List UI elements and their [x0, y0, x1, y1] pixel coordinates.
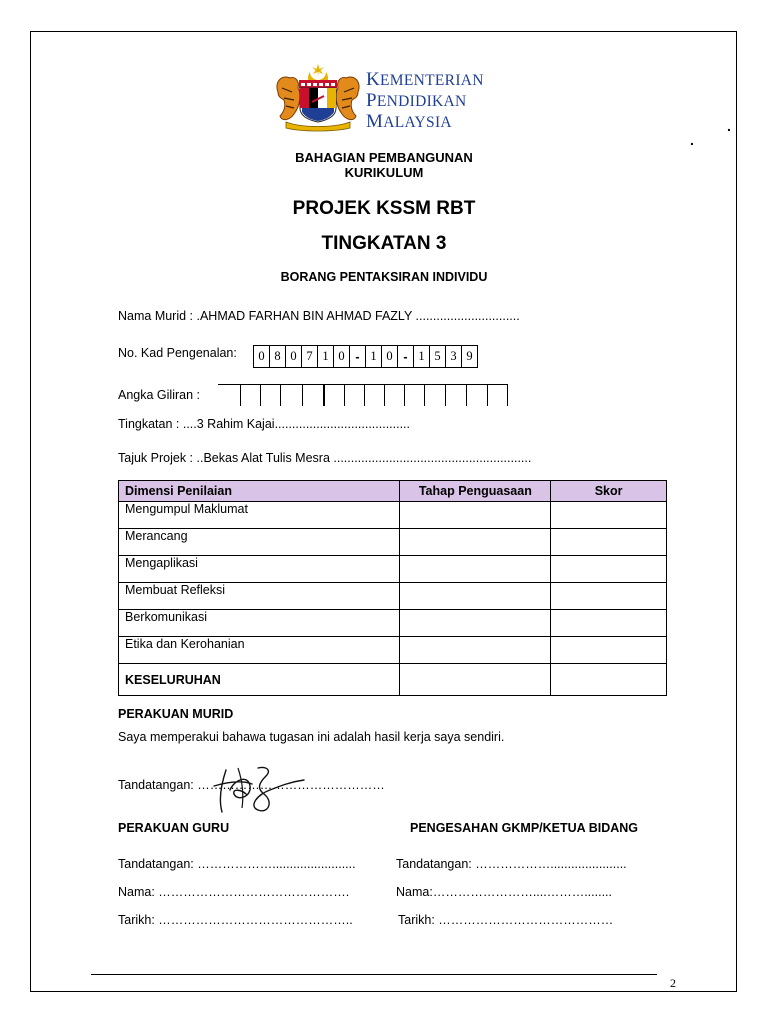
score-cell[interactable]: [551, 610, 667, 637]
ic-digit: 9: [461, 345, 478, 368]
ic-separator: -: [397, 345, 414, 368]
ic-digit: 3: [445, 345, 462, 368]
form-class-field[interactable]: Tingkatan : ....3 Rahim Kajai.......................................: [118, 417, 411, 431]
project-title: PROJEK KSSM RBT: [292, 198, 476, 219]
ic-digit: 5: [429, 345, 446, 368]
level-title: TINGKATAN 3: [321, 233, 447, 254]
assessment-table: [118, 480, 667, 696]
score-total-cell[interactable]: [551, 664, 667, 696]
division-title: BAHAGIAN PEMBANGUNAN KURIKULUM: [295, 150, 473, 180]
declaration-statement: Saya memperakui bahawa tugasan ini adalah hasil kerja saya sendiri.: [118, 730, 505, 744]
stray-dot: .: [727, 118, 731, 134]
page-number: 2: [670, 976, 676, 990]
teacher-declaration-heading: PERAKUAN GURU: [118, 821, 230, 835]
dimension-label: Berkomunikasi: [119, 610, 400, 637]
student-signature-field[interactable]: Tandatangan: ………………………………………: [118, 778, 385, 792]
ic-digit: 1: [413, 345, 430, 368]
teacher-name-field[interactable]: Nama: ……………………………………….: [118, 885, 350, 899]
mastery-total-cell[interactable]: [400, 664, 551, 696]
score-cell[interactable]: [551, 583, 667, 610]
teacher-date-field[interactable]: Tarikh: ………………………………………..: [118, 913, 353, 927]
head-signature-field[interactable]: Tandatangan: ………………......................: [396, 857, 627, 871]
column-header: Skor: [551, 481, 667, 502]
project-title-field[interactable]: Tajuk Projek : ..Bekas Alat Tulis Mesra .........................................................: [118, 451, 532, 465]
column-header: Dimensi Penilaian: [119, 481, 400, 502]
head-verification-heading: PENGESAHAN GKMP/KETUA BIDANG: [410, 821, 639, 835]
ic-digit: 0: [333, 345, 350, 368]
student-declaration-heading: PERAKUAN MURID: [118, 707, 234, 721]
form-title: BORANG PENTAKSIRAN INDIVIDU: [280, 270, 488, 284]
table-row: [119, 529, 667, 556]
mastery-cell[interactable]: [400, 502, 551, 529]
column-header: Tahap Penguasaan: [400, 481, 551, 502]
table-row: [119, 502, 667, 529]
ic-digit: 0: [253, 345, 270, 368]
table-row: [119, 556, 667, 583]
malaysia-crest-icon: [272, 62, 364, 132]
ministry-logo: [272, 62, 502, 132]
dimension-label: Merancang: [119, 529, 400, 556]
total-label: KESELURUHAN: [119, 664, 400, 696]
table-row: [119, 583, 667, 610]
ic-label: No. Kad Pengenalan:: [118, 346, 237, 360]
mastery-cell[interactable]: [400, 637, 551, 664]
ic-separator: -: [349, 345, 366, 368]
dimension-label: Membuat Refleksi: [119, 583, 400, 610]
mastery-cell[interactable]: [400, 529, 551, 556]
ministry-name: KEMENTERIAN PENDIDIKAN MALAYSIA: [366, 69, 484, 132]
ic-digit: 0: [381, 345, 398, 368]
stray-dot: .: [690, 132, 694, 148]
mastery-cell[interactable]: [400, 583, 551, 610]
table-row: [119, 637, 667, 664]
ic-digit: 1: [317, 345, 334, 368]
mastery-cell[interactable]: [400, 610, 551, 637]
head-date-field[interactable]: Tarikh: ……………………………………: [398, 913, 614, 927]
ic-number-boxes[interactable]: [254, 345, 478, 368]
ic-digit: 1: [365, 345, 382, 368]
ic-digit: 7: [301, 345, 318, 368]
footer-divider: [91, 974, 657, 975]
exam-number-label: Angka Giliran :: [118, 388, 200, 402]
ic-digit: 8: [269, 345, 286, 368]
total-row: [119, 664, 667, 696]
mastery-cell[interactable]: [400, 556, 551, 583]
score-cell[interactable]: [551, 502, 667, 529]
dimension-label: Mengaplikasi: [119, 556, 400, 583]
dimension-label: Mengumpul Maklumat: [119, 502, 400, 529]
student-name-field[interactable]: Nama Murid : .AHMAD FARHAN BIN AHMAD FAZLY ..............................: [118, 309, 520, 323]
head-name-field[interactable]: Nama:……………………....………........: [396, 885, 612, 899]
score-cell[interactable]: [551, 529, 667, 556]
handwritten-signature: [208, 760, 318, 820]
score-cell[interactable]: [551, 556, 667, 583]
table-row: [119, 610, 667, 637]
ic-digit: 0: [285, 345, 302, 368]
table-header-row: [119, 481, 667, 502]
score-cell[interactable]: [551, 637, 667, 664]
dimension-label: Etika dan Kerohanian: [119, 637, 400, 664]
teacher-signature-field[interactable]: Tandatangan: ………………........................: [118, 857, 356, 871]
